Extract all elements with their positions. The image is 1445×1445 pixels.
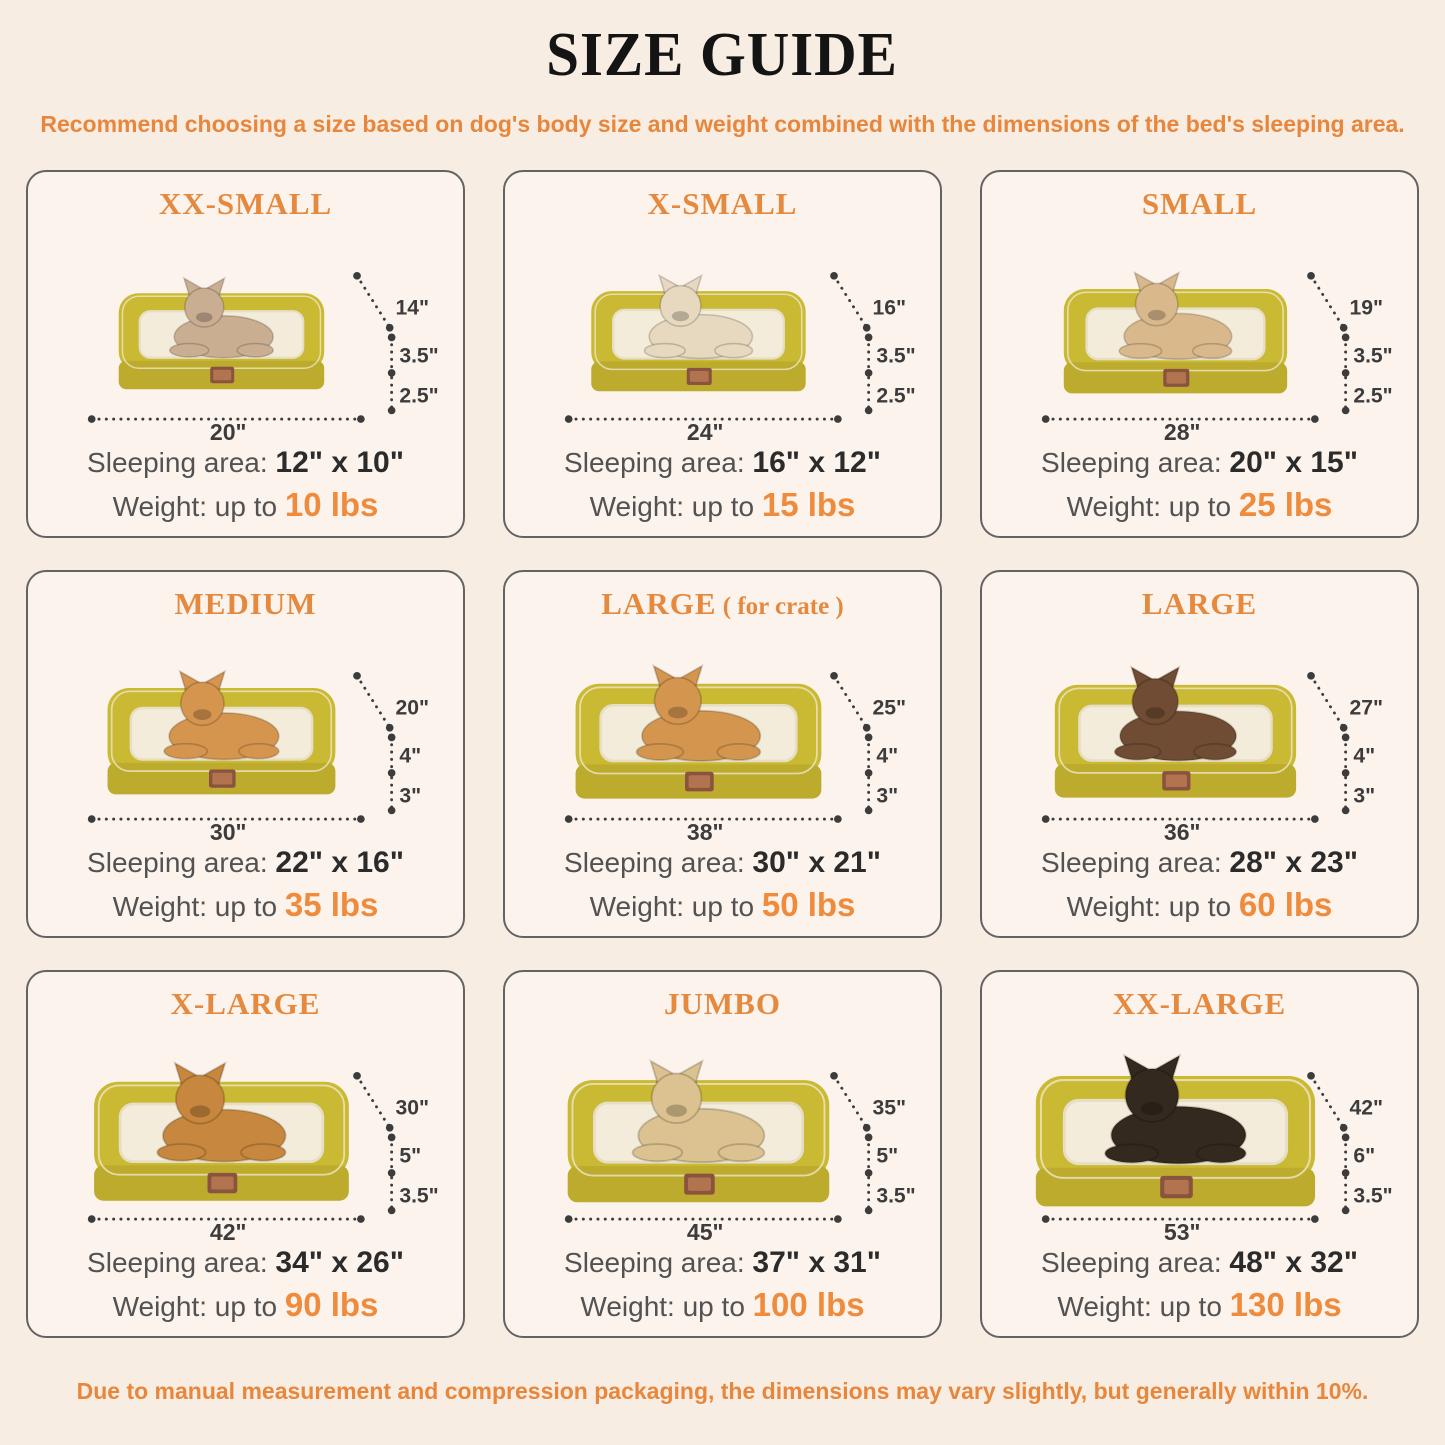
svg-text:2.5": 2.5" (1353, 384, 1393, 408)
svg-text:3": 3" (399, 784, 422, 808)
size-name-suffix: ( for crate ) (716, 593, 844, 620)
sleeping-area-line (564, 443, 881, 482)
width-dimension (1042, 815, 1319, 841)
sleeping-area-label: Sleeping area: (1041, 447, 1222, 479)
size-card (26, 570, 465, 938)
sleeping-area-label: Sleeping area: (1041, 847, 1222, 879)
svg-text:3.5": 3.5" (876, 1184, 916, 1208)
size-name: X-LARGE (170, 986, 321, 1021)
svg-text:42": 42" (1349, 1096, 1383, 1120)
width-dimension (88, 1215, 365, 1241)
sleeping-area-label: Sleeping area: (564, 1247, 745, 1279)
svg-text:30": 30" (395, 1096, 429, 1120)
bed-illustration (511, 622, 934, 841)
weight-label: Weight: (1057, 1291, 1152, 1323)
sleeping-area-value: 30" x 21" (752, 846, 881, 880)
weight-value: 130 lbs (1229, 1286, 1342, 1324)
bolster-height-dimension (865, 1134, 898, 1177)
svg-text:2.5": 2.5" (399, 384, 439, 408)
weight-value: 100 lbs (752, 1286, 865, 1324)
size-card-title (159, 186, 332, 222)
weight-value: 90 lbs (284, 1286, 379, 1324)
weight-label: Weight: (589, 891, 684, 923)
width-dimension (565, 815, 842, 841)
depth-dimension (1307, 672, 1383, 732)
sleeping-area-line (1041, 843, 1358, 882)
size-name: SMALL (1141, 186, 1258, 221)
svg-text:14": 14" (395, 296, 429, 320)
svg-text:3.5": 3.5" (876, 344, 916, 368)
svg-text:28": 28" (1163, 419, 1201, 442)
svg-text:5": 5" (399, 1144, 422, 1168)
svg-text:2.5": 2.5" (876, 384, 916, 408)
width-dimension (1042, 415, 1319, 441)
svg-text:3.5": 3.5" (399, 344, 439, 368)
svg-text:42": 42" (209, 1219, 247, 1242)
sleeping-area-line (1041, 443, 1358, 482)
depth-dimension (830, 672, 906, 732)
size-card (980, 570, 1419, 938)
svg-text:4": 4" (1353, 744, 1376, 768)
weight-value: 25 lbs (1238, 486, 1333, 524)
base-height-dimension (1342, 778, 1375, 815)
bolster-height-dimension (1342, 734, 1375, 777)
sleeping-area-label: Sleeping area: (564, 447, 745, 479)
size-card-title (171, 986, 321, 1022)
weight-value: 15 lbs (761, 486, 856, 524)
up-to-label: up to (214, 1291, 278, 1323)
svg-text:30": 30" (209, 819, 247, 842)
base-height-dimension (388, 778, 421, 815)
sleeping-area-line (1041, 1243, 1358, 1282)
size-card-title (1142, 586, 1257, 622)
width-dimension (565, 1215, 842, 1241)
sleeping-area-value: 48" x 32" (1229, 1246, 1358, 1280)
sleeping-area-label: Sleeping area: (87, 1247, 268, 1279)
size-name: MEDIUM (174, 586, 317, 621)
weight-line (113, 484, 379, 527)
bolster-height-dimension (388, 1134, 421, 1177)
depth-dimension (353, 272, 429, 332)
sleeping-area-value: 37" x 31" (752, 1246, 881, 1280)
base-height-dimension (865, 378, 916, 415)
weight-label: Weight: (580, 1291, 675, 1323)
sleeping-area-value: 16" x 12" (752, 446, 881, 480)
bed-illustration (34, 1022, 457, 1241)
weight-line (1067, 484, 1333, 527)
sofa-bed-graphic (1064, 273, 1287, 394)
depth-dimension (353, 672, 429, 732)
bolster-height-dimension (865, 334, 916, 377)
size-card (26, 170, 465, 538)
svg-text:3.5": 3.5" (1353, 344, 1393, 368)
svg-text:45": 45" (686, 1219, 724, 1242)
sofa-bed-graphic (1036, 1056, 1315, 1207)
up-to-label: up to (682, 1291, 745, 1323)
svg-text:3": 3" (876, 784, 899, 808)
weight-label: Weight: (112, 891, 207, 923)
base-height-dimension (865, 1178, 916, 1215)
brand-tag (1162, 771, 1190, 790)
brand-tag (1163, 369, 1189, 387)
width-dimension (1042, 1215, 1319, 1241)
size-card-title (601, 586, 843, 622)
bolster-height-dimension (388, 734, 421, 777)
weight-line (1057, 1284, 1341, 1327)
sofa-bed-graphic (108, 671, 336, 794)
sleeping-area-line (87, 443, 404, 482)
weight-line (590, 484, 856, 527)
size-grid (26, 170, 1419, 1338)
depth-dimension (353, 1072, 429, 1132)
brand-tag (685, 772, 714, 792)
bolster-height-dimension (1342, 1134, 1375, 1177)
svg-text:36": 36" (1163, 819, 1201, 842)
brand-tag (687, 368, 712, 385)
bolster-height-dimension (1342, 334, 1393, 377)
weight-value: 10 lbs (284, 486, 379, 524)
bed-illustration (988, 222, 1411, 441)
svg-text:3": 3" (1353, 784, 1376, 808)
sleeping-area-value: 12" x 10" (275, 446, 404, 480)
svg-text:4": 4" (399, 744, 422, 768)
brand-tag (208, 1173, 238, 1193)
base-height-dimension (1342, 1178, 1393, 1215)
up-to-label: up to (1168, 891, 1232, 923)
brand-tag (209, 769, 236, 787)
width-dimension (88, 815, 365, 841)
up-to-label: up to (691, 891, 755, 923)
size-card (503, 170, 942, 538)
svg-text:25": 25" (872, 696, 906, 720)
svg-text:53": 53" (1163, 1219, 1201, 1242)
size-card (980, 170, 1419, 538)
size-card (980, 970, 1419, 1338)
weight-label: Weight: (589, 491, 684, 523)
size-card (503, 570, 942, 938)
sleeping-area-value: 22" x 16" (275, 846, 404, 880)
page-subtitle: Recommend choosing a size based on dog's body size and weight combined with the dimensions of the bed's sleeping area. (40, 111, 1405, 137)
disclaimer-text: Due to manual measurement and compression packaging, the dimensions may vary slightly, but generally within 10%. (76, 1378, 1369, 1404)
sleeping-area-line (87, 843, 404, 882)
weight-line (590, 884, 856, 927)
svg-text:5": 5" (876, 1144, 899, 1168)
sofa-bed-graphic (591, 275, 805, 391)
weight-label: Weight: (1066, 891, 1161, 923)
bolster-height-dimension (865, 734, 898, 777)
brand-tag (210, 367, 234, 383)
bed-illustration (34, 622, 457, 841)
sofa-bed-graphic (568, 1061, 830, 1202)
up-to-label: up to (1159, 1291, 1222, 1323)
depth-dimension (830, 1072, 906, 1132)
weight-line (113, 884, 379, 927)
sleeping-area-line (87, 1243, 404, 1282)
svg-text:16": 16" (872, 296, 906, 320)
svg-text:19": 19" (1349, 296, 1383, 320)
sleeping-area-label: Sleeping area: (1041, 1247, 1222, 1279)
weight-value: 50 lbs (761, 886, 856, 924)
up-to-label: up to (691, 491, 755, 523)
bed-illustration (511, 1022, 934, 1241)
sleeping-area-line (564, 1243, 881, 1282)
svg-text:20": 20" (209, 419, 247, 442)
width-dimension (88, 415, 365, 441)
sleeping-area-label: Sleeping area: (564, 847, 745, 879)
depth-dimension (1307, 1072, 1383, 1132)
size-card (503, 970, 942, 1338)
svg-text:4": 4" (876, 744, 899, 768)
brand-tag (1160, 1176, 1193, 1198)
svg-text:3.5": 3.5" (1353, 1184, 1393, 1208)
up-to-label: up to (214, 891, 278, 923)
svg-text:6": 6" (1353, 1144, 1376, 1168)
size-name: X-SMALL (647, 186, 798, 221)
size-card (26, 970, 465, 1338)
svg-text:20": 20" (395, 696, 429, 720)
brand-tag (684, 1174, 715, 1195)
size-card-title (1142, 186, 1257, 222)
svg-text:24": 24" (686, 419, 724, 442)
sleeping-area-label: Sleeping area: (87, 447, 268, 479)
size-name: JUMBO (664, 986, 781, 1021)
sleeping-area-label: Sleeping area: (87, 847, 268, 879)
bed-illustration (988, 1022, 1411, 1241)
sleeping-area-value: 20" x 15" (1229, 446, 1358, 480)
sofa-bed-graphic (1055, 667, 1296, 797)
weight-value: 60 lbs (1238, 886, 1333, 924)
size-name: XX-LARGE (1112, 986, 1287, 1021)
bed-illustration (988, 622, 1411, 841)
page-title (0, 0, 1445, 91)
bed-illustration (34, 222, 457, 441)
svg-text:27": 27" (1349, 696, 1383, 720)
sofa-bed-graphic (576, 666, 822, 799)
base-height-dimension (388, 378, 439, 415)
sleeping-area-line (564, 843, 881, 882)
size-name: LARGE (601, 586, 717, 621)
base-height-dimension (1342, 378, 1393, 415)
bed-illustration (511, 222, 934, 441)
page-title-text: SIZE GUIDE (546, 21, 899, 89)
depth-dimension (830, 272, 906, 332)
weight-label: Weight: (112, 1291, 207, 1323)
sofa-bed-graphic (94, 1063, 349, 1201)
sofa-bed-graphic (119, 278, 324, 389)
base-height-dimension (865, 778, 898, 815)
weight-label: Weight: (1066, 491, 1161, 523)
size-card-title (174, 586, 316, 622)
up-to-label: up to (214, 491, 278, 523)
depth-dimension (1307, 272, 1383, 332)
svg-text:35": 35" (872, 1096, 906, 1120)
weight-label: Weight: (112, 491, 207, 523)
svg-text:3.5": 3.5" (399, 1184, 439, 1208)
weight-value: 35 lbs (284, 886, 379, 924)
size-card-title (664, 986, 781, 1022)
size-card-title (1113, 986, 1286, 1022)
size-name: LARGE (1141, 586, 1258, 621)
sleeping-area-value: 34" x 26" (275, 1246, 404, 1280)
base-height-dimension (388, 1178, 439, 1215)
sleeping-area-value: 28" x 23" (1229, 846, 1358, 880)
weight-line (113, 1284, 379, 1327)
weight-line (1067, 884, 1333, 927)
up-to-label: up to (1168, 491, 1232, 523)
bolster-height-dimension (388, 334, 439, 377)
svg-text:38": 38" (686, 819, 724, 842)
width-dimension (565, 415, 842, 441)
weight-line (580, 1284, 864, 1327)
size-name: XX-SMALL (158, 186, 333, 221)
size-card-title (648, 186, 798, 222)
